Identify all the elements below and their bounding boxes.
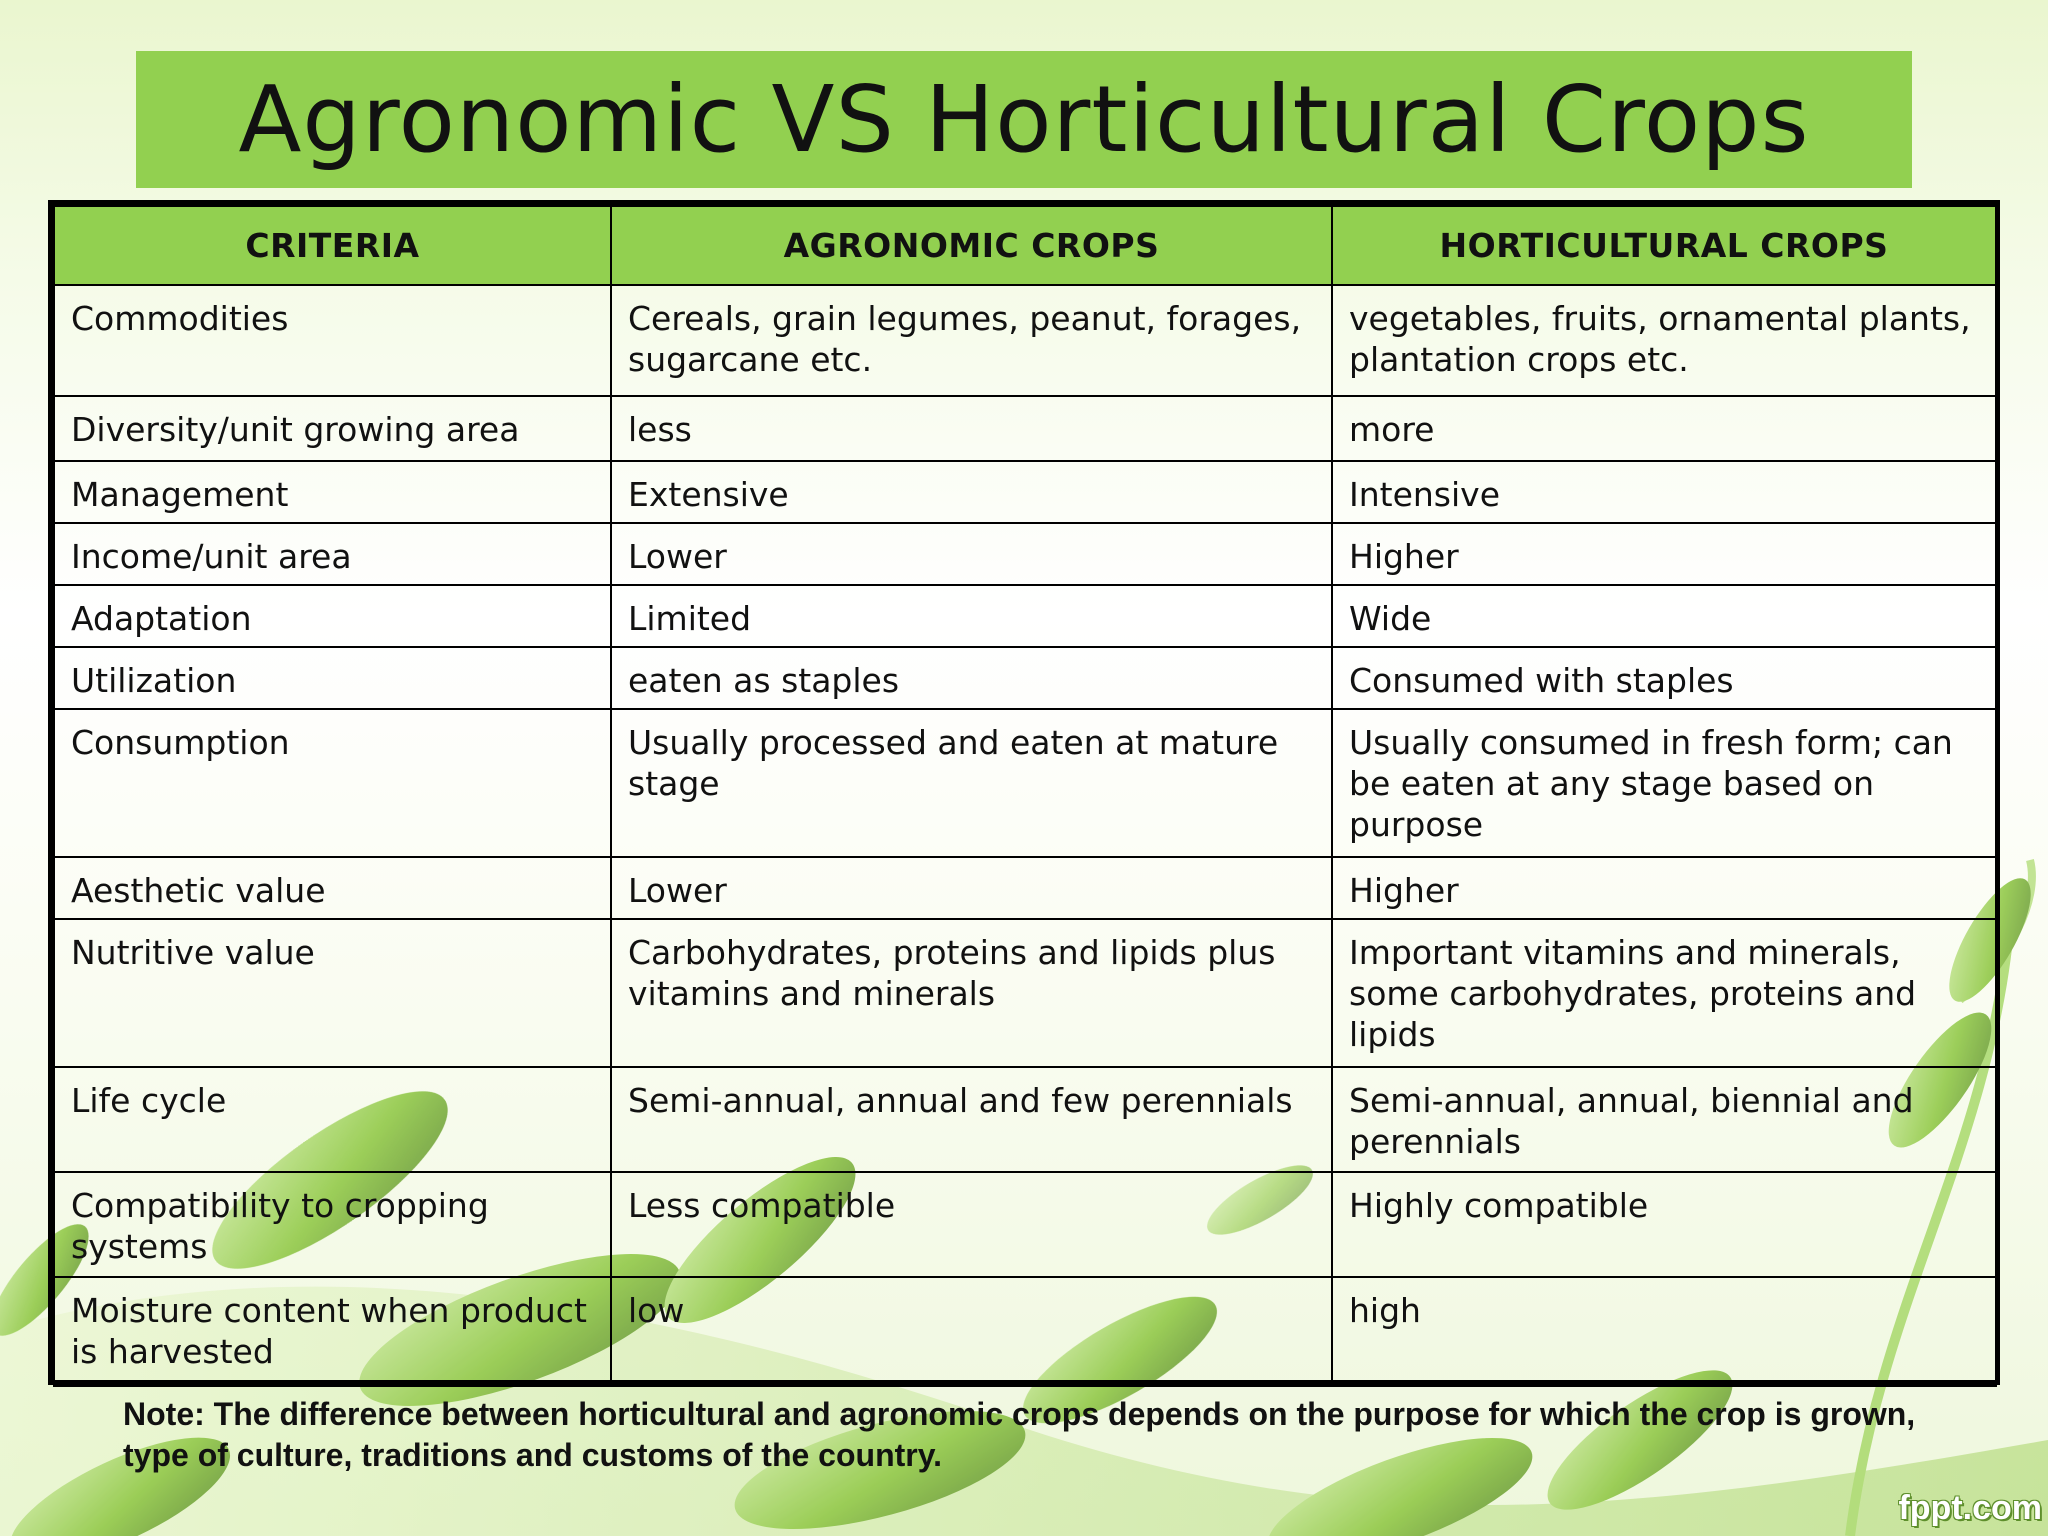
horticultural-cell: Highly compatible: [1332, 1172, 1996, 1277]
table-row: [54, 647, 1996, 709]
criteria-cell: Compatibility to cropping systems: [54, 1172, 611, 1277]
table-row: [54, 709, 1996, 857]
horticultural-cell: Consumed with staples: [1332, 647, 1996, 709]
header-agronomic-crops: AGRONOMIC CROPS: [611, 206, 1332, 285]
table-row: [54, 585, 1996, 647]
horticultural-cell: Semi-annual, annual, biennial and perennials: [1332, 1067, 1996, 1172]
criteria-cell: Aesthetic value: [54, 857, 611, 919]
table-row: [54, 919, 1996, 1067]
criteria-cell: Utilization: [54, 647, 611, 709]
table-row: [54, 461, 1996, 523]
horticultural-cell: Usually consumed in fresh form; can be eaten at any stage based on purpose: [1332, 709, 1996, 857]
criteria-cell: Adaptation: [54, 585, 611, 647]
header-criteria: CRITERIA: [54, 206, 611, 285]
agronomic-cell: Lower: [611, 857, 1332, 919]
agronomic-cell: Limited: [611, 585, 1332, 647]
horticultural-cell: vegetables, fruits, ornamental plants, plantation crops etc.: [1332, 285, 1996, 396]
criteria-cell: Income/unit area: [54, 523, 611, 585]
table-row: [54, 523, 1996, 585]
table-row: [54, 1172, 1996, 1277]
comparison-table: [53, 205, 1997, 1387]
table-row: [54, 285, 1996, 396]
agronomic-cell: low: [611, 1277, 1332, 1386]
criteria-cell: Diversity/unit growing area: [54, 396, 611, 461]
horticultural-cell: more: [1332, 396, 1996, 461]
table-row: [54, 1277, 1996, 1386]
table-row: [54, 1067, 1996, 1172]
agronomic-cell: Carbohydrates, proteins and lipids plus vitamins and minerals: [611, 919, 1332, 1067]
horticultural-cell: Higher: [1332, 857, 1996, 919]
watermark-logo: fppt.com: [1898, 1489, 2042, 1527]
criteria-cell: Consumption: [54, 709, 611, 857]
table-row: [54, 857, 1996, 919]
criteria-cell: Commodities: [54, 285, 611, 396]
agronomic-cell: eaten as staples: [611, 647, 1332, 709]
agronomic-cell: Less compatible: [611, 1172, 1332, 1277]
criteria-cell: Life cycle: [54, 1067, 611, 1172]
agronomic-cell: Usually processed and eaten at mature stage: [611, 709, 1332, 857]
horticultural-cell: Important vitamins and minerals, some carbohydrates, proteins and lipids: [1332, 919, 1996, 1067]
criteria-cell: Nutritive value: [54, 919, 611, 1067]
agronomic-cell: Cereals, grain legumes, peanut, forages, sugarcane etc.: [611, 285, 1332, 396]
horticultural-cell: Higher: [1332, 523, 1996, 585]
horticultural-cell: high: [1332, 1277, 1996, 1386]
agronomic-cell: Extensive: [611, 461, 1332, 523]
table-header-row: [54, 206, 1996, 285]
footnote: Note: The difference between horticultural and agronomic crops depends on the purpose for which the crop is grown, type of culture, traditions and customs of the country.: [123, 1396, 1916, 1473]
header-horticultural-crops: HORTICULTURAL CROPS: [1332, 206, 1996, 285]
agronomic-cell: less: [611, 396, 1332, 461]
table-row: [54, 396, 1996, 461]
agronomic-cell: Semi-annual, annual and few perennials: [611, 1067, 1332, 1172]
horticultural-cell: Wide: [1332, 585, 1996, 647]
slide-title: Agronomic VS Horticultural Crops: [238, 66, 1810, 173]
criteria-cell: Management: [54, 461, 611, 523]
criteria-cell: Moisture content when product is harvested: [54, 1277, 611, 1386]
title-bar: [136, 51, 1912, 188]
agronomic-cell: Lower: [611, 523, 1332, 585]
horticultural-cell: Intensive: [1332, 461, 1996, 523]
comparison-table-wrapper: [48, 200, 2000, 1385]
